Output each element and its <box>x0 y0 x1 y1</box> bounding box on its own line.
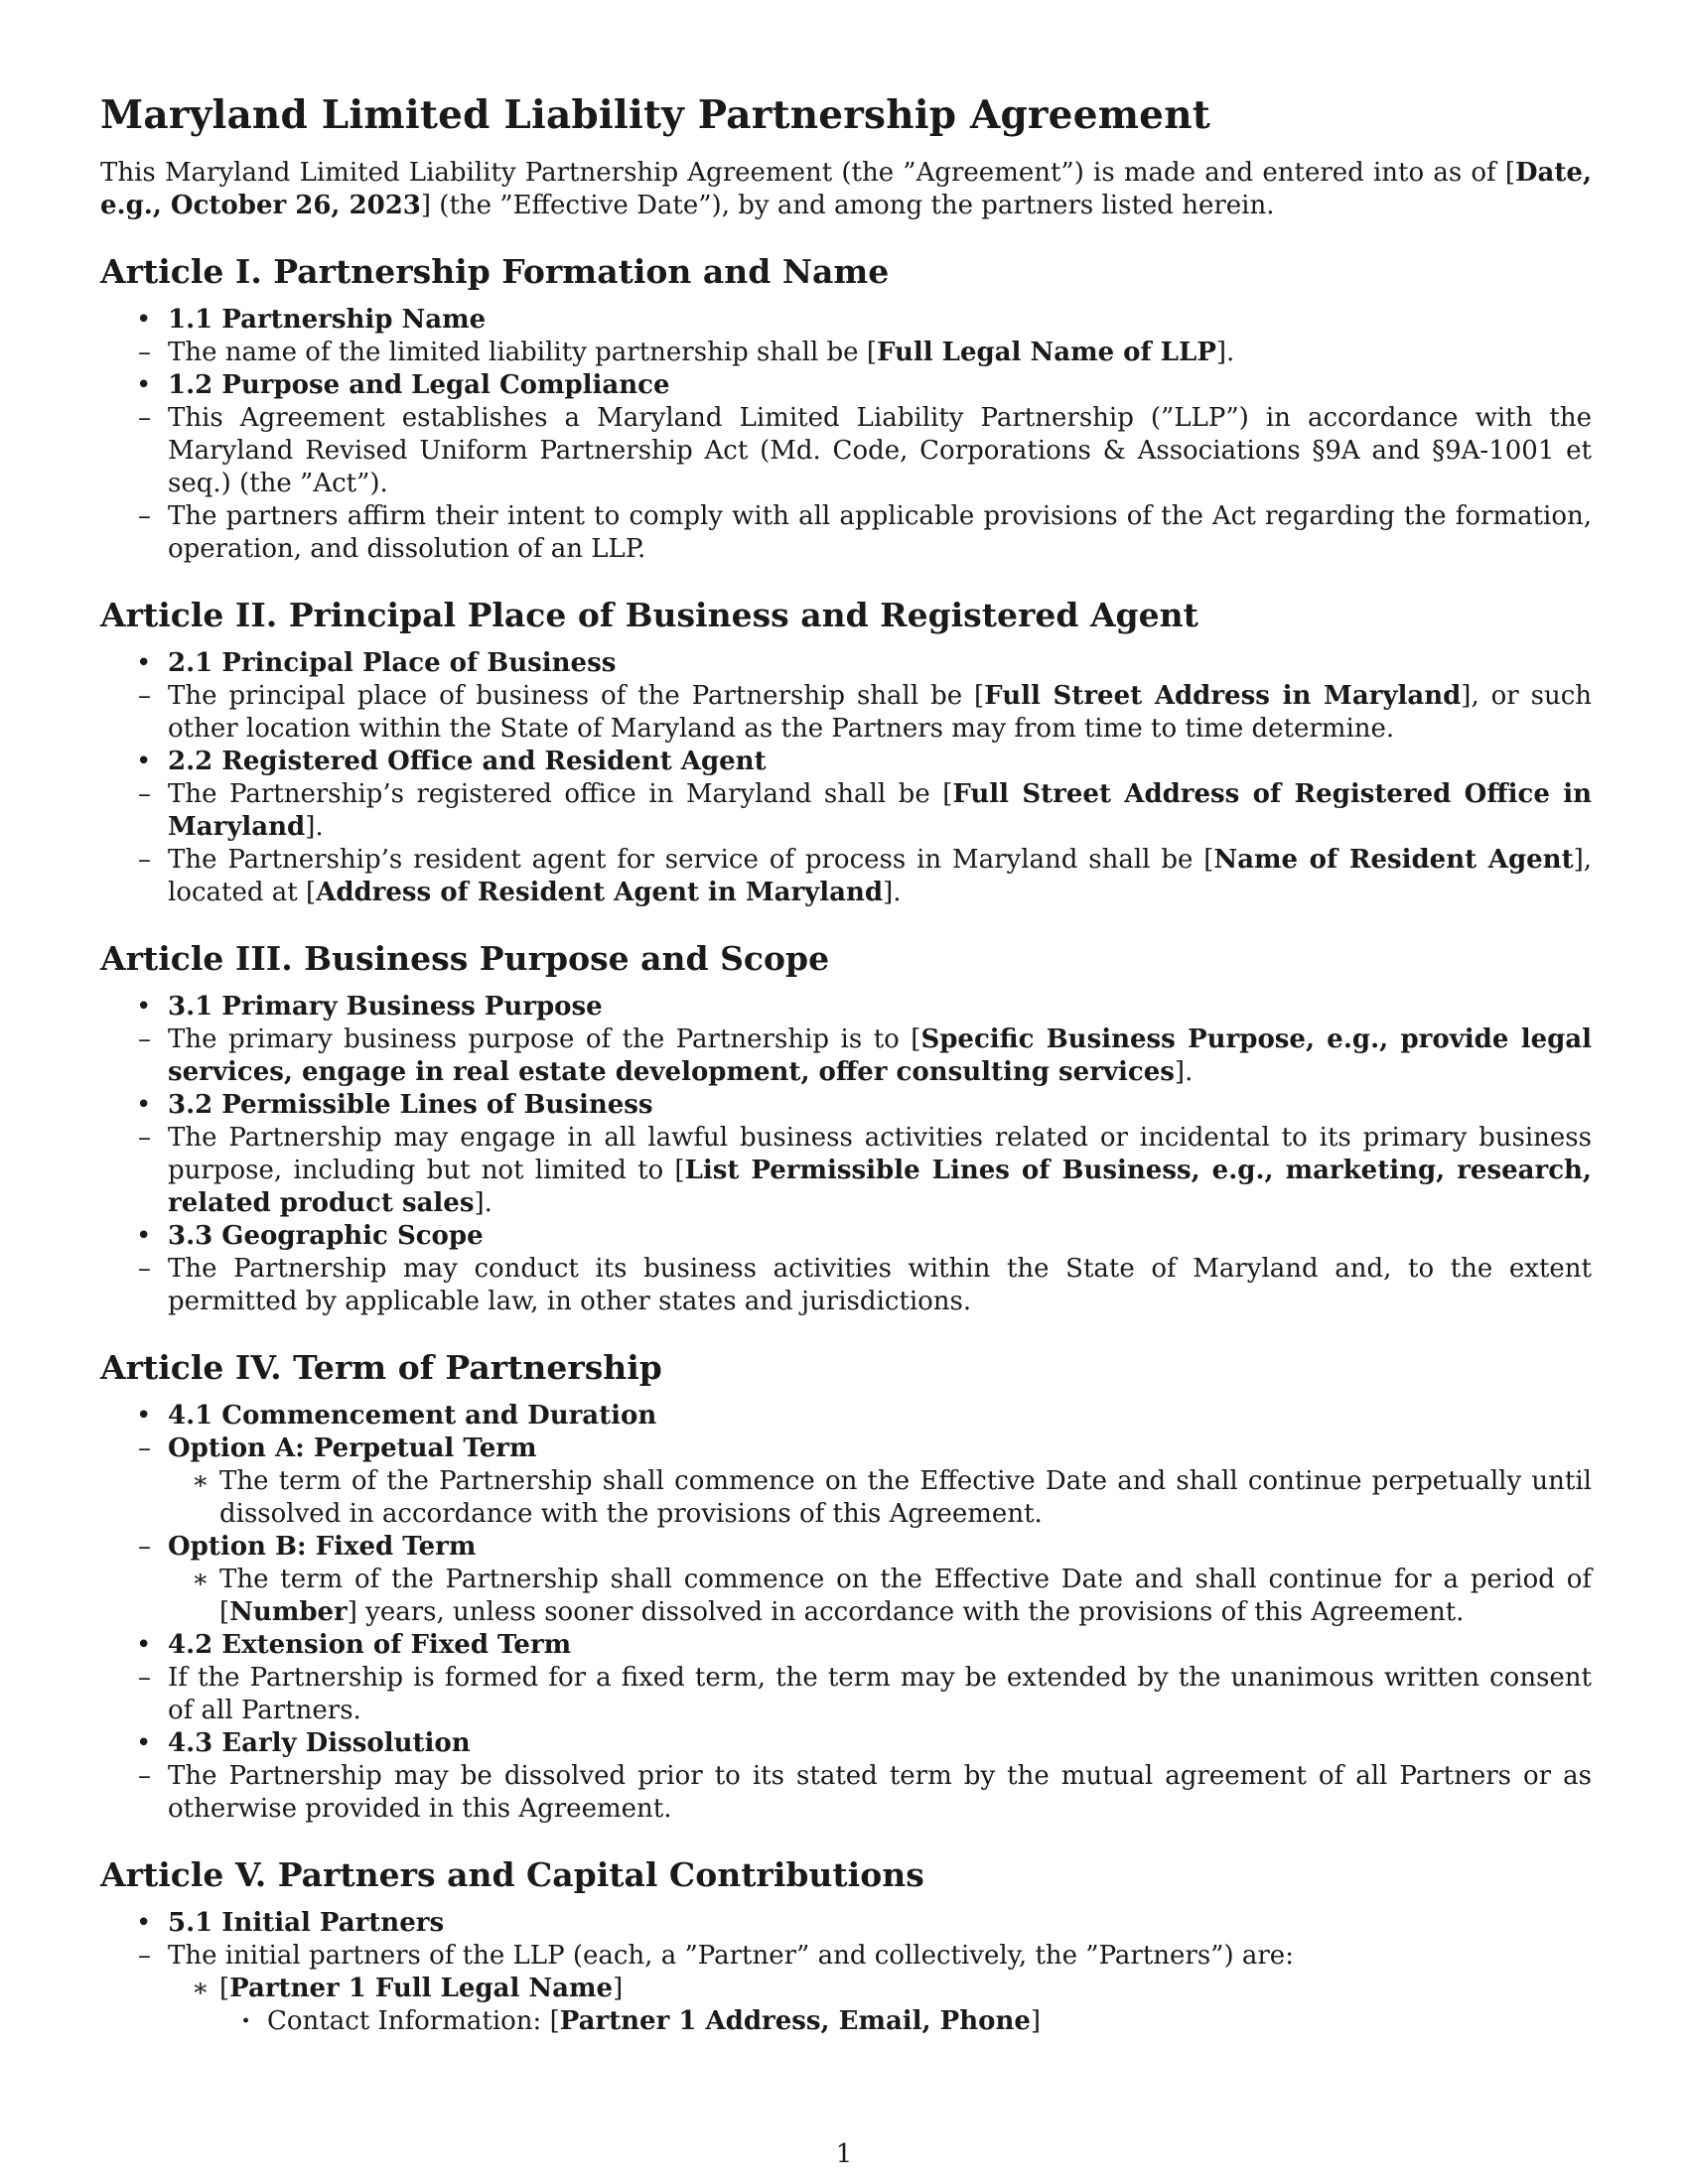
clause-item: – The Partnership may be dissolved prior to its stated term by the mutual agreement of all Partners or as otherwise provided in this Agreement. <box>168 1760 1592 1826</box>
clause-list <box>168 1024 1593 1089</box>
section-item <box>100 1400 1592 1629</box>
clause-item: ∗ The term of the Partnership shall commence on the Effective Date and shall continue for a period of [Number] years, unless sooner dissolved in accordance with the provisions of this Agreement. <box>219 1564 1592 1629</box>
clause-list <box>168 1662 1592 1727</box>
section-title: 2.1 Principal Place of Business <box>168 648 617 678</box>
section-title: 2.2 Registered Office and Resident Agent <box>168 747 767 776</box>
article-heading: Article I. Partnership Formation and Name <box>100 252 890 291</box>
partner-list <box>219 1973 1592 2038</box>
option-item <box>168 1531 1592 1629</box>
option-title: Option A: Perpetual Term <box>168 1433 537 1463</box>
option-item <box>168 1433 1592 1531</box>
clause-list <box>168 1760 1592 1826</box>
clause-item: – The Partnership may conduct its business activities within the State of Maryland and, to the extent permitted by applicable law, in other states and jurisdictions. <box>168 1253 1592 1318</box>
section-title: 5.1 Initial Partners <box>168 1908 445 1938</box>
clause-list <box>168 778 1593 909</box>
document-title: Maryland Limited Liability Partnership Agreement <box>100 92 1210 138</box>
article-heading: Article IV. Term of Partnership <box>100 1348 662 1387</box>
section-item <box>100 1727 1592 1826</box>
clause-item: – This Agreement establishes a Maryland Limited Liability Partnership (”LLP”) in accordance with the Maryland Revised Uniform Partnership Act (Md. Code, Corporations & Associations §9A and §9A-1001 et seq.) (the ”Act”). <box>168 402 1592 500</box>
section-title: 1.2 Purpose and Legal Compliance <box>168 370 670 400</box>
clause-item: – The primary business purpose of the Partnership is to [Specific Business Purpose, e.g., provide legal services, engage in real estate development, offer consulting services]. <box>168 1024 1592 1089</box>
clause-item: – The Partnership may engage in all lawful business activities related or incidental to its primary business purpose, including but not limited to [List Permissible Lines of Business, e.g., marketing, research, related product sales]. <box>168 1122 1592 1220</box>
partner-contact: · Contact Information: [Partner 1 Address, Email, Phone] <box>267 2005 1592 2038</box>
section-item <box>100 1089 1592 1220</box>
section-title: 4.1 Commencement and Duration <box>168 1401 657 1431</box>
section-item <box>100 369 1592 566</box>
section-item <box>100 1907 1592 2038</box>
clause-item: – If the Partnership is formed for a fixed term, the term may be extended by the unanimous written consent of all Partners. <box>168 1662 1592 1727</box>
clause-item: – The principal place of business of the Partnership shall be [Full Street Address in Maryland], or such other location within the State of Maryland as the Partners may from time to time determine. <box>168 680 1592 746</box>
clause-list <box>219 1564 1592 1629</box>
section-title: 4.2 Extension of Fixed Term <box>168 1630 572 1660</box>
partner-item: ∗ [Partner 1 Full Legal Name] · Contact Information: [Partner 1 Address, Email, Phone] <box>219 1973 1592 2038</box>
clause-list <box>219 1465 1592 1531</box>
clause-list <box>168 1253 1592 1318</box>
section-list <box>100 647 1592 909</box>
section-item <box>100 1629 1592 1727</box>
clause-list <box>168 680 1593 746</box>
partner-details <box>267 2005 1592 2038</box>
clause-list <box>168 1940 1592 2038</box>
article-heading: Article V. Partners and Capital Contributions <box>100 1855 924 1894</box>
section-item <box>100 304 1592 369</box>
article-heading: Article II. Principal Place of Business and Registered Agent <box>100 596 1198 634</box>
option-list <box>168 1433 1592 1629</box>
section-list <box>100 1907 1592 2038</box>
section-list <box>100 304 1592 566</box>
section-title: 4.3 Early Dissolution <box>168 1728 471 1758</box>
clause-item: – The Partnership’s resident agent for service of process in Maryland shall be [Name of Resident Agent], located at [Address of Resident Agent in Maryland]. <box>168 844 1592 909</box>
intro-paragraph: This Maryland Limited Liability Partnership Agreement (the ”Agreement”) is made and entered into as of [Date, e.g., October 26, 2023] (the ”Effective Date”), by and among the partners listed herein. <box>100 158 1592 220</box>
clause-item: – The Partnership’s registered office in Maryland shall be [Full Street Address of Registered Office in Maryland]. <box>168 778 1592 844</box>
clause-item: – The name of the limited liability partnership shall be [Full Legal Name of LLP]. <box>168 337 1592 369</box>
section-title: 3.2 Permissible Lines of Business <box>168 1090 653 1120</box>
section-item <box>100 991 1592 1089</box>
clause-list <box>168 337 1592 369</box>
clause-list <box>168 402 1592 566</box>
section-item <box>100 647 1592 746</box>
clause-item: – The partners affirm their intent to comply with all applicable provisions of the Act regarding the formation, operation, and dissolution of an LLP. <box>168 500 1592 566</box>
option-title: Option B: Fixed Term <box>168 1532 477 1562</box>
clause-list <box>168 1122 1592 1220</box>
section-list <box>100 1400 1592 1826</box>
section-title: 3.1 Primary Business Purpose <box>168 992 603 1022</box>
clause-item: – The initial partners of the LLP (each, a ”Partner” and collectively, the ”Partners”) are: ∗ [Partner 1 Full Legal Name] · Contact Information: [Partner 1 Address, Email, Phone] <box>168 1940 1592 2038</box>
section-item <box>100 746 1592 909</box>
clause-item: ∗ The term of the Partnership shall commence on the Effective Date and shall continue perpetually until dissolved in accordance with the provisions of this Agreement. <box>219 1465 1592 1531</box>
section-item <box>100 1220 1592 1318</box>
page-number: 1 <box>835 2139 853 2169</box>
document-page <box>100 83 1592 2038</box>
article-heading: Article III. Business Purpose and Scope <box>100 939 830 978</box>
section-list <box>100 991 1592 1318</box>
section-title: 1.1 Partnership Name <box>168 305 487 335</box>
section-title: 3.3 Geographic Scope <box>168 1221 484 1251</box>
